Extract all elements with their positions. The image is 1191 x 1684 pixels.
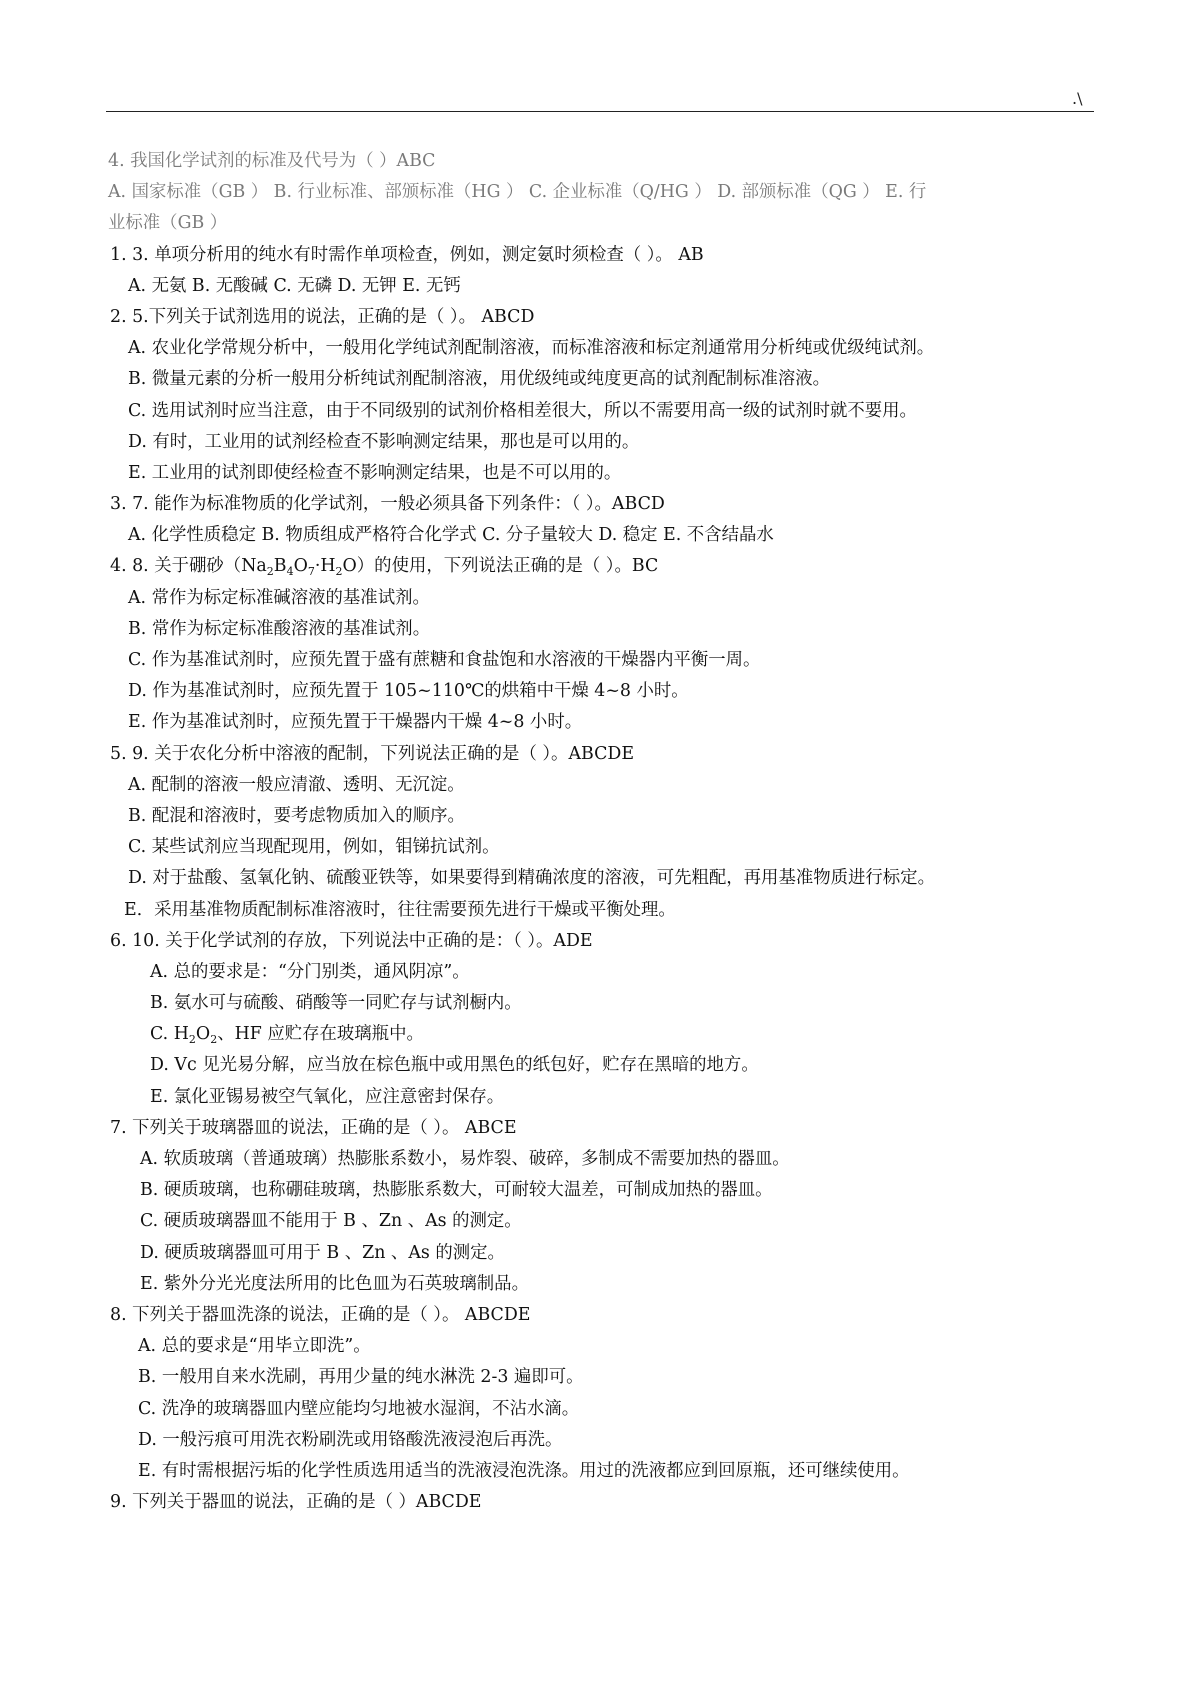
question-8-option-d: D. 一般污痕可用洗衣粉刷洗或用铬酸洗液浸泡后再洗。 xyxy=(138,1429,563,1450)
question-6-option-c xyxy=(108,1019,1098,1050)
question-5-option-c: C. 某些试剂应当现配现用，例如，钼锑抗试剂。 xyxy=(128,837,500,858)
question-5-option-a: A. 配制的溶液一般应清澈、透明、无沉淀。 xyxy=(128,774,465,795)
question-8-option-a: A. 总的要求是“用毕立即洗”。 xyxy=(138,1336,371,1357)
subscript: 2 xyxy=(266,565,274,579)
header-mark: .\ xyxy=(1072,89,1083,108)
question-4-option-c: C. 作为基准试剂时，应预先置于盛有蔗糖和食盐饱和水溶液的干燥器内平衡一周。 xyxy=(128,650,761,670)
question-3-stem: 3. 7. 能作为标准物质的化学试剂，一般必须具备下列条件：（ ）。ABCD xyxy=(110,494,665,515)
question-4-option-b: B. 常作为标定标准酸溶液的基准试剂。 xyxy=(128,618,431,639)
question-5-stem: 5. 9. 关于农化分析中溶液的配制，下列说法正确的是（ ）。ABCDE xyxy=(110,743,635,764)
question-8-option-c: C. 洗净的玻璃器皿内壁应能均匀地被水湿润，不沾水滴。 xyxy=(138,1398,580,1419)
question-7-stem: 7. 下列关于玻璃器皿的说法，正确的是（ ）。 ABCE xyxy=(110,1117,517,1138)
subscript: 2 xyxy=(188,1033,196,1047)
formula-part: ·H xyxy=(314,556,336,577)
formula-part: C. H xyxy=(150,1024,189,1045)
intro-question-4: 4. 我国化学试剂的标准及代号为（ ）ABC xyxy=(108,151,436,171)
question-8-stem: 8. 下列关于器皿洗涤的说法，正确的是（ ）。 ABCDE xyxy=(110,1304,531,1325)
question-5-option-e: E．采用基准物质配制标准溶液时，往往需要预先进行干燥或平衡处理。 xyxy=(124,899,676,920)
subscript: 7 xyxy=(307,565,315,579)
question-6-option-e: E. 氯化亚锡易被空气氧化，应注意密封保存。 xyxy=(150,1086,505,1107)
question-2-option-e: E. 工业用的试剂即使经检查不影响测定结果，也是不可以用的。 xyxy=(128,462,622,483)
question-1-options: A. 无氨 B. 无酸碱 C. 无磷 D. 无钾 E. 无钙 xyxy=(128,275,461,296)
question-7-option-d: D. 硬质玻璃器皿可用于 B 、Zn 、As 的测定。 xyxy=(140,1242,505,1263)
question-4-option-a: A. 常作为标定标准碱溶液的基准试剂。 xyxy=(128,587,430,608)
question-2-option-a: A. 农业化学常规分析中，一般用化学纯试剂配制溶液，而标准溶液和标定剂通常用分析纯或优级纯试剂。 xyxy=(128,338,935,359)
formula-part: O xyxy=(195,1024,211,1045)
intro-question-4-options-line-1: A. 国家标准（GB ） B. 行业标准、部颁标准（HG ） C. 企业标准（Q/HG ） D. 部颁标准（QG ） E. 行 xyxy=(108,182,927,203)
question-3-options: A. 化学性质稳定 B. 物质组成严格符合化学式 C. 分子量较大 D. 稳定 E. 不含结晶水 xyxy=(128,525,774,546)
question-2-option-b: B. 微量元素的分析一般用分析纯试剂配制溶液，用优级纯或纯度更高的试剂配制标准溶液。 xyxy=(128,369,831,390)
document-body xyxy=(108,146,1098,1518)
header-rule xyxy=(106,111,1094,112)
question-6-option-a: A. 总的要求是：“分门别类，通风阴凉”。 xyxy=(150,961,470,982)
question-7-option-c: C. 硬质玻璃器皿不能用于 B 、Zn 、As 的测定。 xyxy=(140,1211,522,1232)
subscript: 2 xyxy=(335,565,343,579)
question-8-option-b: B. 一般用自来水洗刷，再用少量的纯水淋洗 2-3 遍即可。 xyxy=(138,1367,584,1388)
question-6-option-d: D. Vc 见光易分解，应当放在棕色瓶中或用黑色的纸包好，贮存在黑暗的地方。 xyxy=(150,1055,759,1076)
subscript: 2 xyxy=(210,1033,218,1047)
formula-part: B xyxy=(273,556,287,577)
question-7-option-a: A. 软质玻璃（普通玻璃）热膨胀系数小，易炸裂、破碎，多制成不需要加热的器皿。 xyxy=(140,1149,790,1169)
question-4-stem-suffix: O）的使用，下列说法正确的是（ ）。BC xyxy=(342,556,659,577)
question-9-stem: 9. 下列关于器皿的说法，正确的是（ ）ABCDE xyxy=(110,1492,482,1513)
intro-question-4-options-line-2: 业标准（GB ） xyxy=(108,213,228,234)
question-4-option-e: E. 作为基准试剂时，应预先置于干燥器内干燥 4~8 小时。 xyxy=(128,712,583,733)
question-5-option-d: D. 对于盐酸、氢氧化钠、硫酸亚铁等，如果要得到精确浓度的溶液，可先粗配，再用基准物质进行标定。 xyxy=(128,868,935,889)
subscript: 4 xyxy=(286,565,294,579)
question-6-option-b: B. 氨水可与硫酸、硝酸等一同贮存与试剂橱内。 xyxy=(150,993,522,1014)
question-2-option-c: C. 选用试剂时应当注意，由于不同级别的试剂价格相差很大，所以不需要用高一级的试剂时就不要用。 xyxy=(128,400,917,421)
question-2-stem: 2. 5.下列关于试剂选用的说法，正确的是（ ）。 ABCD xyxy=(110,306,535,327)
question-1-stem: 1. 3. 单项分析用的纯水有时需作单项检查，例如，测定氨时须检查（ ）。 AB xyxy=(110,244,704,265)
question-4-option-d: D. 作为基准试剂时，应预先置于 105~110℃的烘箱中干燥 4~8 小时。 xyxy=(128,681,689,702)
question-2-option-d: D. 有时，工业用的试剂经检查不影响测定结果，那也是可以用的。 xyxy=(128,431,640,452)
question-7-option-e: E. 紫外分光光度法所用的比色皿为石英玻璃制品。 xyxy=(140,1273,529,1294)
question-4-stem-prefix: 4. 8. 关于硼砂（Na xyxy=(110,556,267,577)
question-8-option-e: E. 有时需根据污垢的化学性质选用适当的洗液浸泡洗涤。用过的洗液都应到回原瓶，还可继续使用。 xyxy=(138,1460,910,1481)
formula-part: 、HF 应贮存在玻璃瓶中。 xyxy=(217,1024,424,1045)
question-4-stem xyxy=(108,551,1098,582)
question-6-stem: 6. 10. 关于化学试剂的存放，下列说法中正确的是：（ ）。ADE xyxy=(110,930,593,951)
question-5-option-b: B. 配混和溶液时，要考虑物质加入的顺序。 xyxy=(128,805,465,826)
formula-part: O xyxy=(293,556,308,577)
question-7-option-b: B. 硬质玻璃，也称硼硅玻璃，热膨胀系数大，可耐较大温差，可制成加热的器皿。 xyxy=(140,1180,773,1201)
